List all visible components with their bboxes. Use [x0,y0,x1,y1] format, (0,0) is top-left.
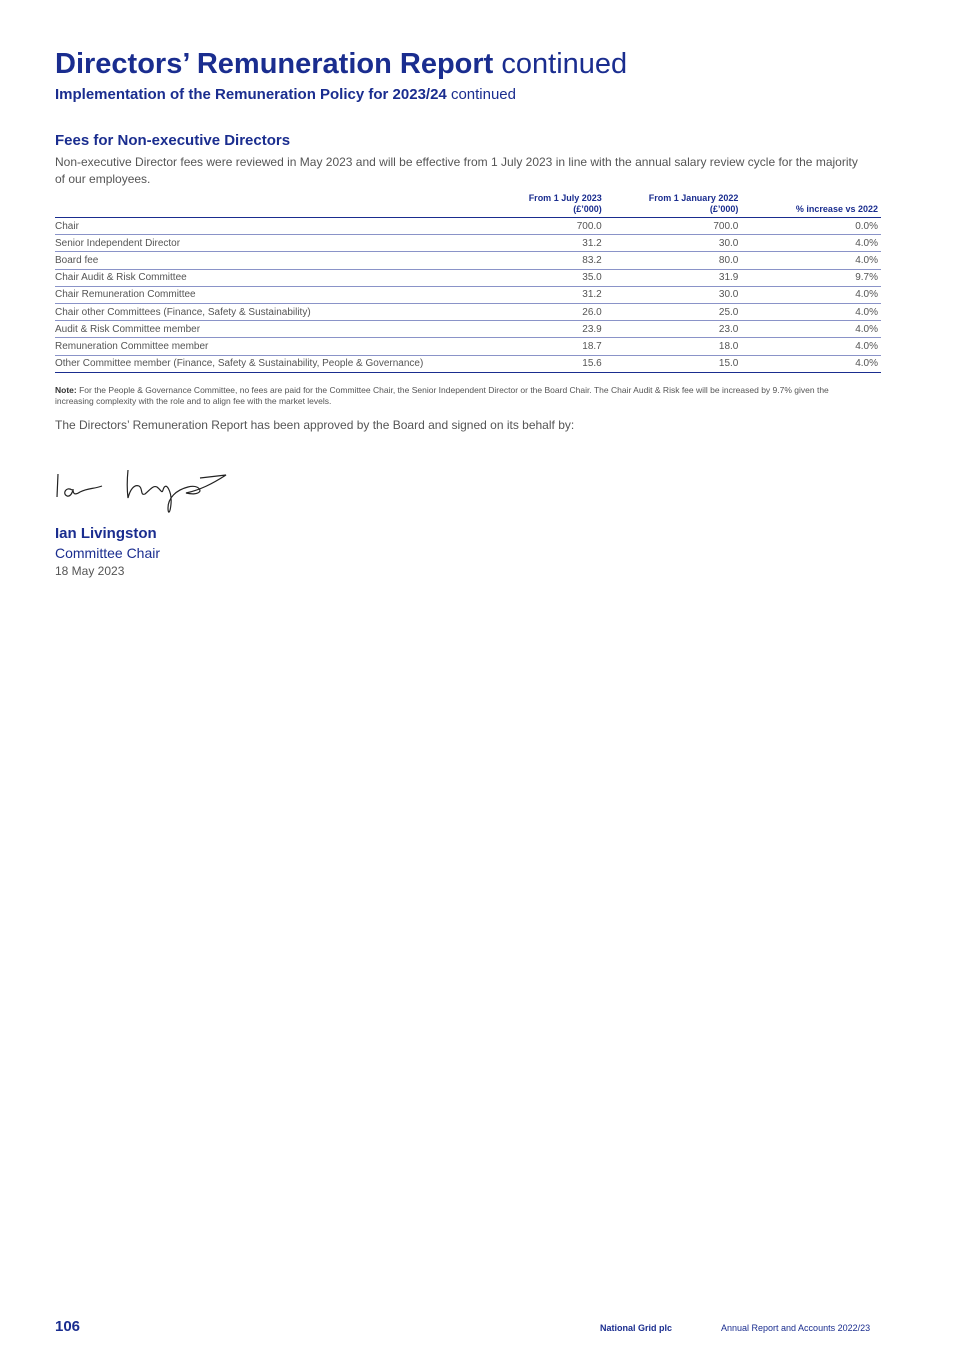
table-row [55,286,881,303]
row-value-2022: 700.0 [605,218,742,235]
row-value-2023: 26.0 [522,303,604,320]
row-value-2023: 83.2 [522,252,604,269]
table-note [55,385,855,407]
table-row [55,303,881,320]
row-value-2022: 18.0 [605,338,742,355]
col2-line1: From 1 January 2022 [648,193,739,203]
signer-name: Ian Livingston [55,525,157,542]
row-increase: 4.0% [741,355,881,372]
row-label: Remuneration Committee member [55,338,522,355]
row-value-2022: 80.0 [605,252,742,269]
table-header-col1 [522,193,604,218]
page-title [55,48,627,81]
row-value-2023: 31.2 [522,286,604,303]
row-value-2023: 23.9 [522,321,604,338]
table-row [55,338,881,355]
row-increase: 4.0% [741,286,881,303]
table-row [55,235,881,252]
row-label: Audit & Risk Committee member [55,321,522,338]
row-value-2022: 15.0 [605,355,742,372]
row-value-2023: 15.6 [522,355,604,372]
table-header-col3 [741,193,881,218]
row-label: Other Committee member (Finance, Safety & Sustainability, People & Governance) [55,355,522,372]
footer-company: National Grid plc [600,1323,673,1333]
section-intro: Non-executive Director fees were reviewed in May 2023 and will be effective from 1 July 2023 in line with the annual salary review cycle for the majority of our employees. [55,155,858,186]
col1-line1: From 1 July 2023 [528,193,602,203]
approval-statement: The Directors’ Remuneration Report has been approved by the Board and signed on its behalf by: [55,418,575,432]
note-text: For the People & Governance Committee, no fees are paid for the Committee Chair, the Senior Independent Director or the Board Chair. The Chair Audit & Risk fee will be increased by 9.7% given the increasing complexity with the role and to align fee with the market levels. [55,385,829,406]
page-subtitle-bold: Implementation of the Remuneration Policy for 2023/24 [55,86,447,103]
row-label: Chair other Committees (Finance, Safety & Sustainability) [55,303,522,320]
row-increase: 4.0% [741,235,881,252]
row-value-2022: 30.0 [605,235,742,252]
table-row [55,355,881,372]
row-value-2023: 700.0 [522,218,604,235]
row-label: Chair [55,218,522,235]
row-label: Chair Remuneration Committee [55,286,522,303]
row-label: Board fee [55,252,522,269]
row-increase: 4.0% [741,303,881,320]
row-value-2022: 25.0 [605,303,742,320]
table-header-label [55,193,522,218]
signer-date: 18 May 2023 [55,564,125,578]
section-heading: Fees for Non-executive Directors [55,132,291,149]
row-label: Senior Independent Director [55,235,522,252]
row-increase: 4.0% [741,321,881,338]
row-increase: 0.0% [741,218,881,235]
row-label: Chair Audit & Risk Committee [55,269,522,286]
col1-line2: (£’000) [573,204,602,214]
table-row [55,321,881,338]
page-number: 106 [55,1318,81,1335]
table-row [55,252,881,269]
signature-image [50,460,235,520]
signer-role: Committee Chair [55,545,161,561]
footer-document: Annual Report and Accounts 2022/23 [721,1323,871,1333]
row-value-2023: 31.2 [522,235,604,252]
table-header-row [55,193,881,218]
page-subtitle-continued: continued [450,86,516,103]
row-value-2023: 35.0 [522,269,604,286]
row-increase: 4.0% [741,252,881,269]
col3-line1: % increase vs 2022 [795,204,878,214]
row-value-2023: 18.7 [522,338,604,355]
page-subtitle [55,86,516,103]
table-row [55,218,881,235]
row-increase: 9.7% [741,269,881,286]
row-increase: 4.0% [741,338,881,355]
table-row [55,269,881,286]
col2-line2: (£’000) [709,204,739,214]
row-value-2022: 31.9 [605,269,742,286]
note-label: Note: [55,385,77,395]
page-title-bold: Directors’ Remuneration Report [55,48,494,80]
row-value-2022: 23.0 [605,321,742,338]
table-header-col2 [605,193,742,218]
fees-table [55,193,881,373]
row-value-2022: 30.0 [605,286,742,303]
page-title-continued: continued [501,48,628,80]
